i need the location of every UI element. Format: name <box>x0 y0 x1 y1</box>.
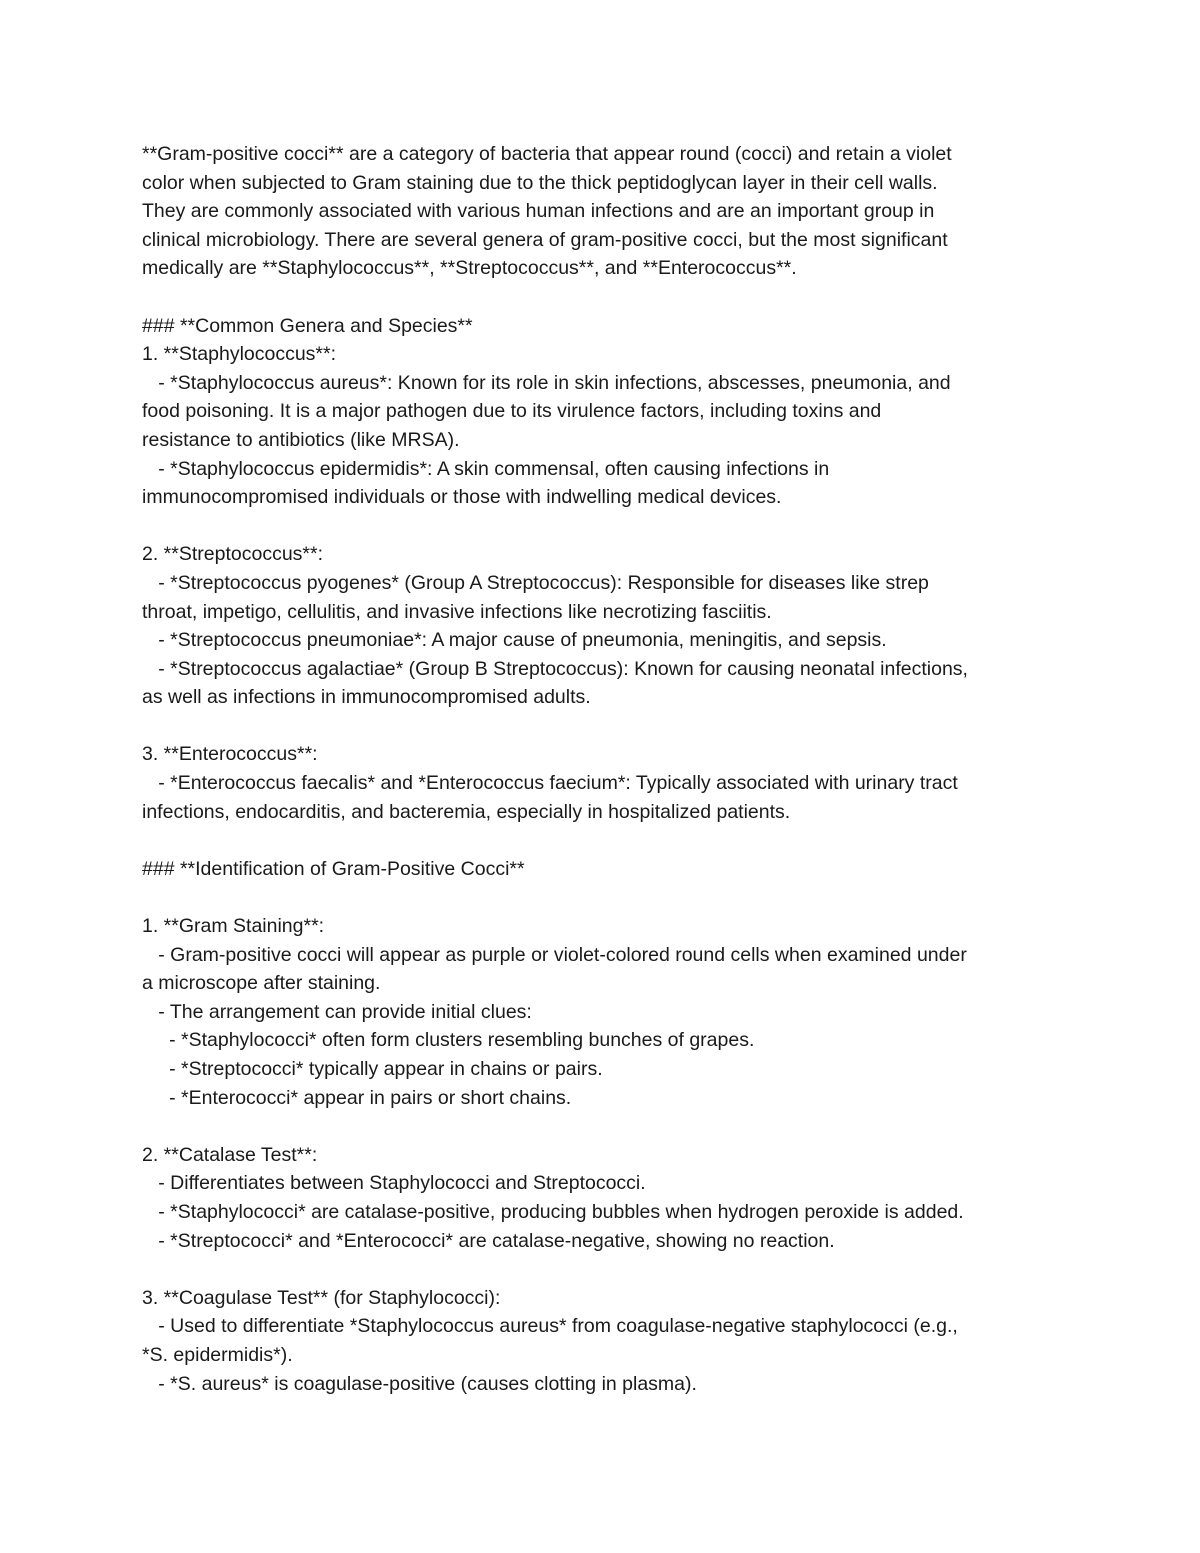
text-line: ### **Identification of Gram-Positive Cocci** <box>142 857 525 880</box>
text-line: - *Enterococci* appear in pairs or short chains. <box>142 1086 572 1109</box>
paragraph <box>142 740 1082 826</box>
text-line: - *Streptococcus pyogenes* (Group A Streptococcus): Responsible for diseases like strep <box>142 571 929 594</box>
text-line: - Gram-positive cocci will appear as purple or violet-colored round cells when examined under <box>142 943 967 966</box>
text-line: - *Staphylococci* often form clusters resembling bunches of grapes. <box>142 1029 755 1052</box>
paragraph-gap <box>142 883 1082 912</box>
text-line: - *Streptococci* typically appear in chains or pairs. <box>142 1058 603 1080</box>
document-body <box>142 140 1082 1398</box>
text-line: resistance to antibiotics (like MRSA). <box>142 428 460 451</box>
text-line: **Gram-positive cocci** are a category of bacteria that appear round (cocci) and retain a violet <box>142 143 952 165</box>
text-line: 1. **Staphylococcus**: <box>142 343 337 366</box>
text-line: 3. **Enterococcus**: <box>142 743 318 766</box>
text-line: a microscope after staining. <box>142 972 381 995</box>
text-line: - *Staphylococcus epidermidis*: A skin commensal, often causing infections in <box>142 457 830 480</box>
text-line: throat, impetigo, cellulitis, and invasive infections like necrotizing fasciitis. <box>142 600 772 623</box>
text-line: immunocompromised individuals or those with indwelling medical devices. <box>142 486 782 509</box>
paragraph-gap <box>142 1255 1082 1284</box>
text-line: - *Streptococci* and *Enterococci* are catalase-negative, showing no reaction. <box>142 1229 835 1252</box>
text-line: - *Staphylococcus aureus*: Known for its role in skin infections, abscesses, pneumonia, and <box>142 371 951 394</box>
paragraph <box>142 1141 1082 1255</box>
text-line: 1. **Gram Staining**: <box>142 915 325 938</box>
paragraph-gap <box>142 1112 1082 1141</box>
text-line: - *S. aureus* is coagulase-positive (causes clotting in plasma). <box>142 1372 697 1395</box>
text-line: - Differentiates between Staphylococci and Streptococci. <box>142 1172 646 1195</box>
paragraph <box>142 855 1082 884</box>
text-line: clinical microbiology. There are several genera of gram-positive cocci, but the most significant <box>142 228 948 251</box>
text-line: food poisoning. It is a major pathogen due to its virulence factors, including toxins and <box>142 400 882 423</box>
text-line: 3. **Coagulase Test** (for Staphylococci): <box>142 1286 501 1309</box>
text-line: - The arrangement can provide initial clues: <box>142 1000 532 1023</box>
paragraph <box>142 312 1082 512</box>
text-line: - *Enterococcus faecalis* and *Enterococcus faecium*: Typically associated with urinary tract <box>142 772 958 795</box>
text-line: - *Streptococcus pneumoniae*: A major cause of pneumonia, meningitis, and sepsis. <box>142 629 887 652</box>
text-line: *S. epidermidis*). <box>142 1343 293 1366</box>
paragraph <box>142 140 1082 283</box>
paragraph-gap <box>142 826 1082 855</box>
paragraph <box>142 1284 1082 1398</box>
text-line: - *Staphylococci* are catalase-positive, producing bubbles when hydrogen peroxide is added. <box>142 1200 964 1223</box>
text-line: 2. **Catalase Test**: <box>142 1143 318 1166</box>
paragraph <box>142 540 1082 712</box>
text-line: infections, endocarditis, and bacteremia, especially in hospitalized patients. <box>142 800 791 823</box>
text-line: They are commonly associated with various human infections and are an important group in <box>142 200 935 223</box>
text-line: - *Streptococcus agalactiae* (Group B Streptococcus): Known for causing neonatal infections, <box>142 657 968 680</box>
paragraph <box>142 912 1082 1112</box>
text-line: - Used to differentiate *Staphylococcus aureus* from coagulase-negative staphylococci (e.g., <box>142 1315 958 1338</box>
paragraph-gap <box>142 712 1082 741</box>
text-line: 2. **Streptococcus**: <box>142 543 324 566</box>
text-line: color when subjected to Gram staining due to the thick peptidoglycan layer in their cell walls. <box>142 171 938 194</box>
text-line: ### **Common Genera and Species** <box>142 314 473 337</box>
paragraph-gap <box>142 512 1082 541</box>
paragraph-gap <box>142 283 1082 312</box>
text-line: medically are **Staphylococcus**, **Streptococcus**, and **Enterococcus**. <box>142 257 797 280</box>
text-line: as well as infections in immunocompromised adults. <box>142 686 591 709</box>
